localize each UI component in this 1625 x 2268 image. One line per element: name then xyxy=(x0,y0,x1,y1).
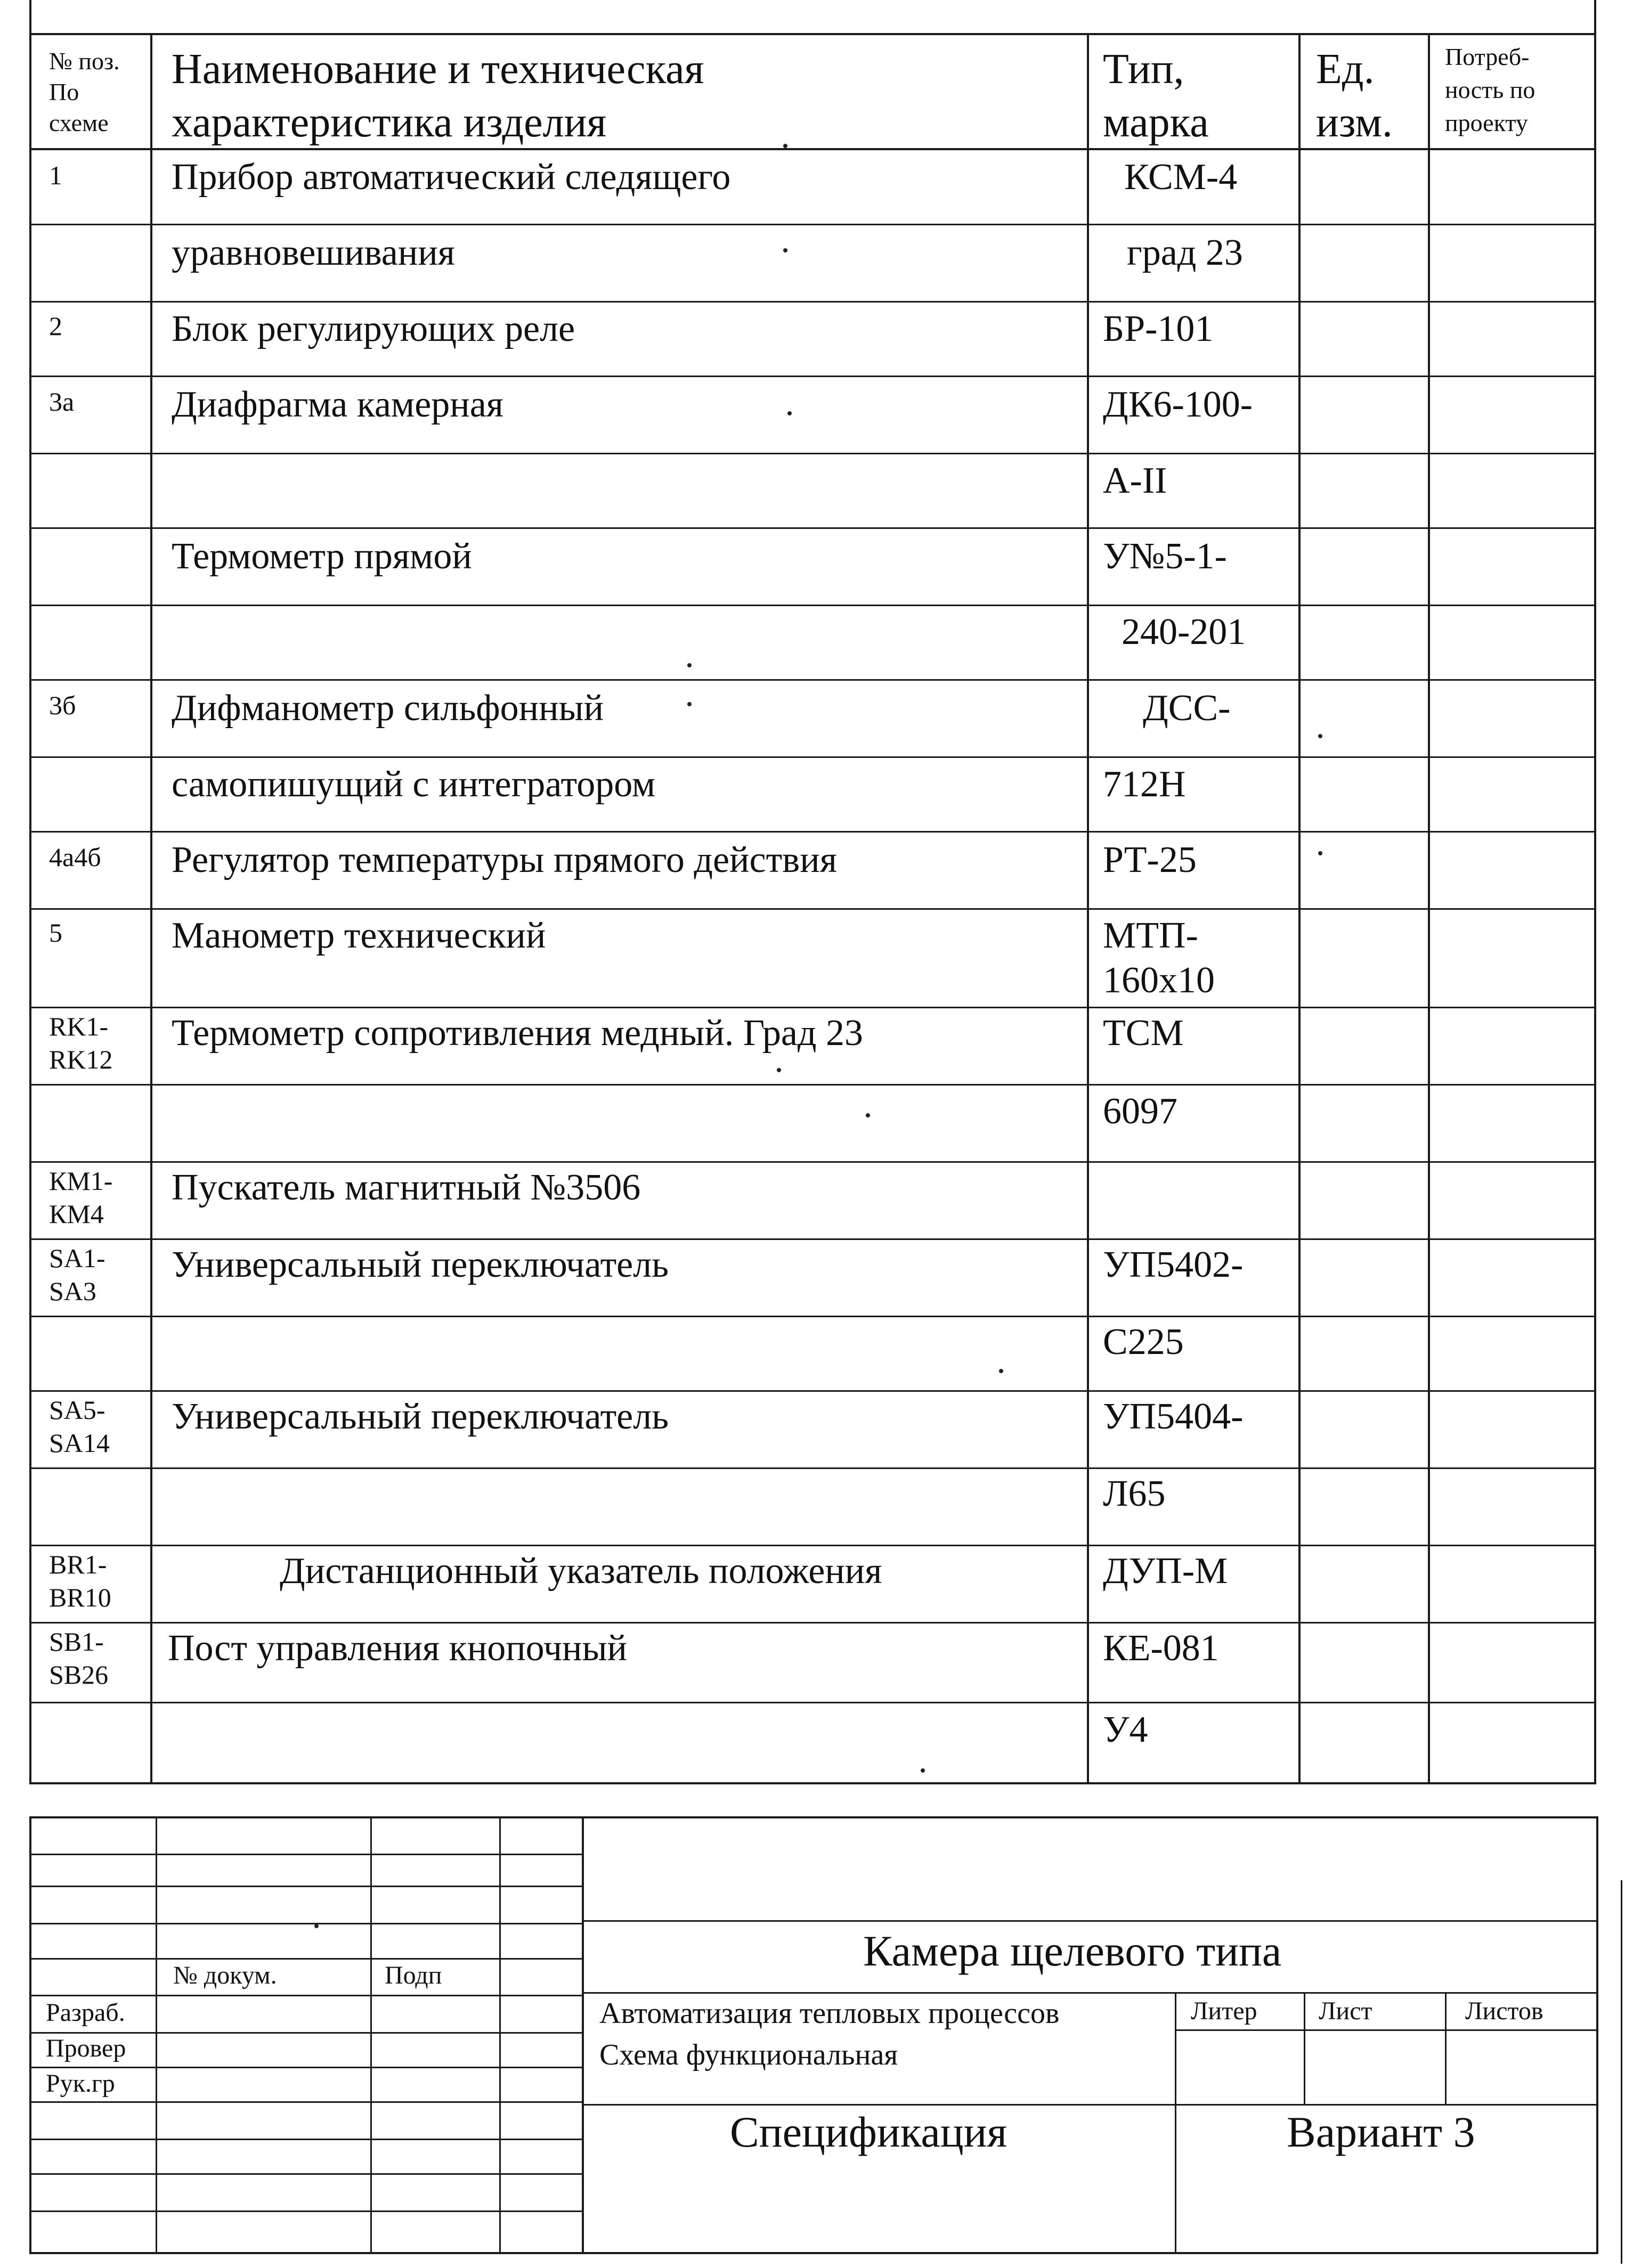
doc-number-label: № докум. xyxy=(173,1961,277,1989)
scan-speck xyxy=(687,663,692,667)
row-name: Блок регулирующих реле xyxy=(172,308,575,349)
row-name: Термометр прямой xyxy=(172,536,472,577)
row-type: 712Н xyxy=(1103,764,1186,805)
row-type: У4 xyxy=(1103,1709,1148,1750)
header-position-line3: схеме xyxy=(49,109,109,136)
row-position: КМ1- xyxy=(49,1166,113,1196)
litera-label: Литер xyxy=(1191,1997,1257,2025)
row-type: град 23 xyxy=(1127,232,1243,273)
row-type: 6097 xyxy=(1103,1091,1177,1132)
scan-speck xyxy=(1318,734,1322,738)
sheet-label: Лист xyxy=(1319,1997,1372,2025)
scan-speck xyxy=(866,1113,870,1117)
row-type: ТСМ xyxy=(1103,1013,1184,1054)
row-position: КМ4 xyxy=(49,1199,104,1229)
row-position: SA1- xyxy=(49,1243,105,1273)
row-type: КЕ-081 xyxy=(1103,1628,1219,1669)
role-developer: Разраб. xyxy=(46,1998,125,2027)
header-type-line1: Тип, xyxy=(1103,46,1184,93)
row-type: 240-201 xyxy=(1122,611,1246,652)
row-type: А-II xyxy=(1103,460,1167,501)
header-unit-line1: Ед. xyxy=(1316,46,1375,93)
row-type: УП5404- xyxy=(1103,1396,1244,1437)
row-name: Пускатель магнитный №3506 xyxy=(172,1167,641,1208)
row-name: Манометр технический xyxy=(172,915,546,956)
scan-speck xyxy=(777,1068,781,1072)
scan-speck xyxy=(1318,851,1322,855)
scan-edge-line xyxy=(1621,1880,1622,2264)
header-unit-line2: изм. xyxy=(1316,99,1393,146)
row-position: BR1- xyxy=(49,1549,107,1579)
header-name-line2: характеристика изделия xyxy=(172,99,607,146)
header-demand-line3: проекту xyxy=(1445,109,1528,136)
row-name: Дистанционный указатель положения xyxy=(280,1551,882,1592)
row-position: 3б xyxy=(49,690,76,720)
row-name: Универсальный переключатель xyxy=(172,1244,669,1285)
role-checker: Провер xyxy=(46,2034,126,2062)
row-type: РТ-25 xyxy=(1103,839,1197,880)
row-type: Л65 xyxy=(1103,1473,1166,1514)
header-name-line1: Наименование и техническая xyxy=(172,46,704,93)
row-position: SA3 xyxy=(49,1276,96,1306)
row-type: ДК6-100- xyxy=(1103,384,1253,425)
row-type: У№5-1- xyxy=(1103,536,1227,577)
header-position-line2: По xyxy=(49,78,79,105)
row-type: БР-101 xyxy=(1103,308,1214,349)
document-name: Спецификация xyxy=(730,2108,1008,2156)
signature-label: Подп xyxy=(385,1961,442,1989)
header-type-line2: марка xyxy=(1103,99,1209,146)
row-type: С225 xyxy=(1103,1321,1184,1363)
row-position: RK1- xyxy=(49,1011,109,1041)
row-name: Пост управления кнопочный xyxy=(168,1628,628,1669)
row-name: самопишущий с интегратором xyxy=(172,764,656,805)
row-position: SB1- xyxy=(49,1627,104,1657)
row-position: 3а xyxy=(49,387,75,417)
project-title: Камера щелевого типа xyxy=(863,1927,1282,1975)
scan-speck xyxy=(999,1369,1003,1373)
row-type: 160х10 xyxy=(1103,960,1215,1001)
row-position: SB26 xyxy=(49,1660,109,1690)
row-position: BR10 xyxy=(49,1582,111,1612)
scan-speck xyxy=(314,1924,319,1928)
row-type: КСМ-4 xyxy=(1124,157,1238,198)
row-position: 4а4б xyxy=(49,842,101,872)
role-group-lead: Рук.гр xyxy=(46,2069,115,2098)
description-line2: Схема функциональная xyxy=(599,2038,898,2071)
description-line1: Автоматизация тепловых процессов xyxy=(599,1997,1060,2030)
row-type: МТП- xyxy=(1103,915,1198,956)
row-position: 5 xyxy=(49,918,62,948)
row-position: SA5- xyxy=(49,1395,105,1425)
header-demand-line2: ность по xyxy=(1445,76,1535,103)
row-position: 2 xyxy=(49,311,62,341)
header-position-line1: № поз. xyxy=(49,47,120,75)
scan-speck xyxy=(783,144,787,148)
scan-speck xyxy=(783,248,787,252)
row-name: уравновешивания xyxy=(172,232,455,273)
row-name: Дифманометр сильфонный xyxy=(172,688,604,729)
row-position: RK12 xyxy=(49,1045,113,1074)
row-name: Термометр сопротивления медный. Град 23 xyxy=(172,1013,864,1054)
row-name: Прибор автоматический следящего xyxy=(172,157,731,198)
row-position: 1 xyxy=(49,160,62,190)
row-position: SA14 xyxy=(49,1428,110,1458)
row-name: Диафрагма камерная xyxy=(172,384,503,425)
row-type: ДУП-М xyxy=(1103,1551,1228,1592)
sheets-label: Листов xyxy=(1465,1997,1543,2025)
row-type: УП5402- xyxy=(1103,1244,1244,1285)
scan-speck xyxy=(787,411,792,415)
scan-speck xyxy=(921,1768,925,1773)
row-type: ДСС- xyxy=(1143,688,1231,729)
variant-label: Вариант 3 xyxy=(1287,2108,1475,2156)
scan-speck xyxy=(687,702,692,706)
header-demand-line1: Потреб- xyxy=(1445,43,1530,70)
row-name: Универсальный переключатель xyxy=(172,1396,669,1437)
row-name: Регулятор температуры прямого действия xyxy=(172,839,837,880)
